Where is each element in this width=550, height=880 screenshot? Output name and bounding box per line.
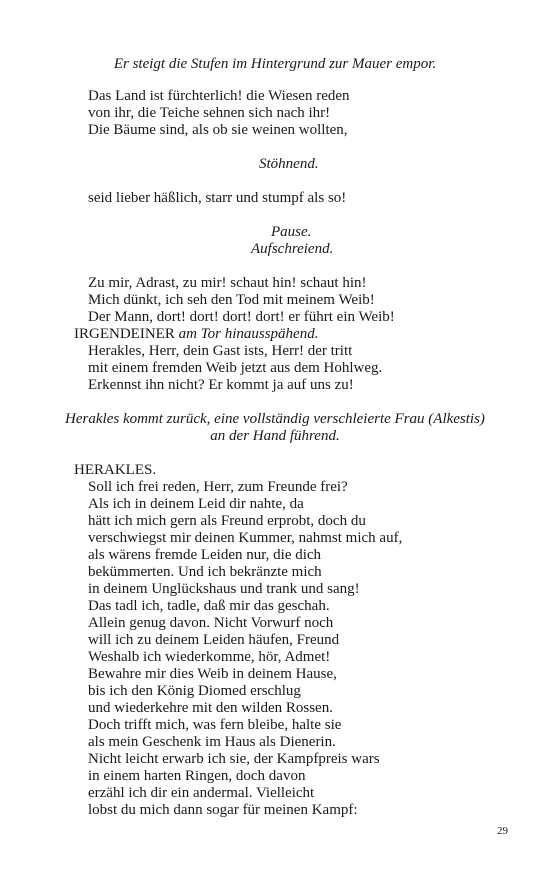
verse-line: Erkennst ihn nicht? Er kommt ja auf uns zu!	[88, 377, 354, 393]
verse-line: verschwiegst mir deinen Kummer, nahmst mich auf,	[88, 530, 403, 546]
verse-line: lobst du mich dann sogar für meinen Kampf:	[88, 802, 358, 818]
stage-direction: Stöhnend.	[259, 156, 319, 172]
speaker-name: IRGENDEINER	[74, 326, 175, 342]
stage-direction: Er steigt die Stufen im Hintergrund zur Mauer empor.	[113, 56, 437, 72]
verse-line: Die Bäume sind, als ob sie weinen wollten,	[88, 122, 348, 138]
stage-direction: Herakles kommt zurück, eine vollständig verschleierte Frau (Alkestis)	[65, 411, 485, 427]
verse-line: Nicht leicht erwarb ich sie, der Kampfpreis wars	[88, 751, 380, 767]
speaker-name: HERAKLES.	[74, 462, 157, 478]
page-number: 29	[497, 825, 508, 837]
verse-line: Doch trifft mich, was fern bleibe, halte sie	[88, 717, 342, 733]
speaker-direction: am Tor hinausspähend.	[178, 326, 319, 342]
verse-line: erzähl ich dir ein andermal. Vielleicht	[88, 785, 315, 801]
verse-line: Herakles, Herr, dein Gast ists, Herr! der tritt	[88, 343, 353, 359]
verse-line: hätt ich mich gern als Freund erprobt, doch du	[88, 513, 366, 529]
verse-line: Allein genug davon. Nicht Vorwurf noch	[88, 615, 334, 631]
verse-line: in deinem Unglückshaus und trank und sang!	[88, 581, 360, 597]
verse-line: will ich zu deinem Leiden häufen, Freund	[88, 632, 340, 648]
verse-line: Soll ich frei reden, Herr, zum Freunde frei?	[88, 479, 348, 495]
verse-line: seid lieber häßlich, starr und stumpf als so!	[88, 190, 347, 206]
verse-line: als wärens fremde Leiden nur, die dich	[88, 547, 322, 563]
verse-line: Das Land ist fürchterlich! die Wiesen reden	[88, 88, 350, 104]
verse-line: in einem harten Ringen, doch davon	[88, 768, 306, 784]
verse-line: und wiederkehre mit den wilden Rossen.	[88, 700, 333, 716]
verse-line: Das tadl ich, tadle, daß mir das geschah.	[88, 598, 330, 614]
stage-direction: Pause.	[271, 224, 312, 240]
verse-line: mit einem fremden Weib jetzt aus dem Hohlweg.	[88, 360, 383, 376]
verse-line: Mich dünkt, ich seh den Tod mit meinem Weib!	[88, 292, 375, 308]
verse-line: Bewahre mir dies Weib in deinem Hause,	[88, 666, 337, 682]
verse-line: Der Mann, dort! dort! dort! dort! er führt ein Weib!	[88, 309, 395, 325]
stage-direction: an der Hand führend.	[210, 428, 340, 444]
stage-direction: Aufschreiend.	[251, 241, 334, 257]
verse-line: von ihr, die Teiche sehnen sich nach ihr!	[88, 105, 331, 121]
verse-line: Als ich in deinem Leid dir nahte, da	[88, 496, 304, 512]
verse-line: Zu mir, Adrast, zu mir! schaut hin! schaut hin!	[88, 275, 367, 291]
verse-line: Weshalb ich wiederkomme, hör, Admet!	[88, 649, 331, 665]
verse-line: bis ich den König Diomed erschlug	[88, 683, 301, 699]
verse-line: bekümmerten. Und ich bekränzte mich	[88, 564, 322, 580]
verse-line: als mein Geschenk im Haus als Dienerin.	[88, 734, 336, 750]
speaker-line	[74, 326, 318, 343]
